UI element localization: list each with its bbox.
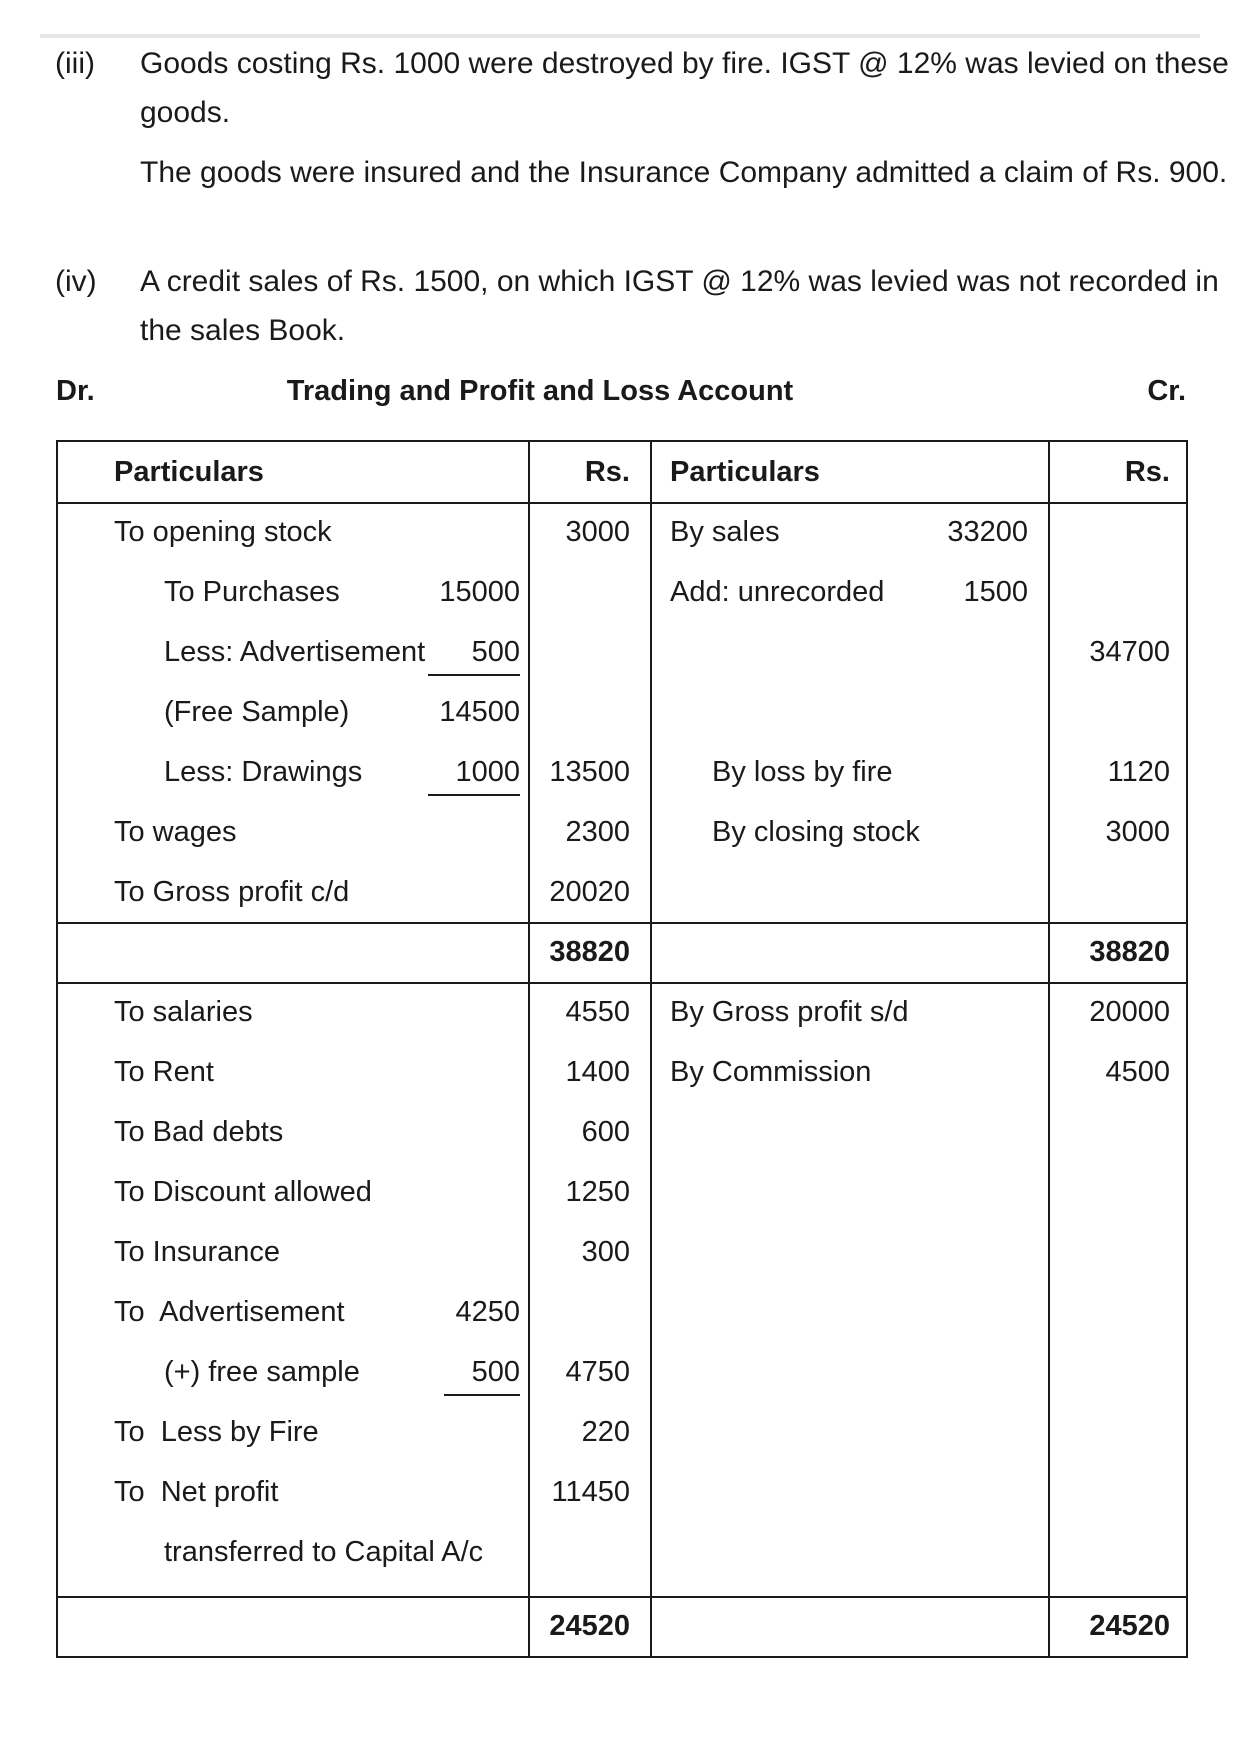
trading-debit-sub: 1000 [428,752,520,796]
trading-debit-label: To wages [114,816,237,848]
pl-debit-sub: 4250 [455,1296,520,1328]
header-particulars-credit: Particulars [670,456,820,488]
trading-debit-amount: 20020 [549,876,630,908]
header-rs-credit: Rs. [1124,456,1170,488]
trading-debit-amount: 3000 [565,516,630,548]
pl-debit-amount: 220 [581,1416,630,1448]
pl-debit-label: To Insurance [114,1236,281,1268]
pl-credit-amount: 4500 [1105,1056,1170,1088]
problem-paragraph: The goods were insured and the Insurance Company admitted a claim of Rs. 900. [140,156,1228,189]
trading-credit-sub: 33200 [947,516,1028,548]
pl-debit-label: To Advertisement [114,1296,345,1328]
column-divider [1048,442,1050,1656]
pl-debit-label: To Discount allowed [114,1176,372,1208]
pl-debit-amount: 1250 [565,1176,630,1208]
problem-iv [55,257,1219,357]
cr-label: Cr. [1147,375,1186,407]
trading-credit-label: By closing stock [712,816,920,848]
trading-debit-label: (Free Sample) [164,696,350,728]
pl-debit-label: transferred to Capital A/c [164,1536,484,1568]
trading-total-credit: 38820 [1089,936,1170,968]
trading-debit-label: To Purchases [164,576,340,608]
problem-paragraph: A credit sales of Rs. 1500, on which IGST @ 12% was levied was not recorded in the sales Book. [140,265,1219,347]
pl-credit-label: By Gross profit s/d [670,996,909,1028]
pl-debit-label: (+) free sample [164,1356,360,1388]
trading-debit-sub: 15000 [439,576,520,608]
trading-credit-label: By sales [670,516,780,548]
pl-debit-label: To salaries [114,996,253,1028]
pl-debit-sub: 500 [444,1352,520,1396]
ledger-table [56,440,1188,1658]
trading-debit-sub: 500 [428,632,520,676]
trading-debit-sub: 14500 [439,696,520,728]
pl-credit-label: By Commission [670,1056,872,1088]
pl-debit-label: To Rent [114,1056,214,1088]
row-divider [58,922,1186,924]
pl-debit-amount: 4550 [565,996,630,1028]
problem-marker: (iv) [55,265,97,298]
trading-total-debit: 38820 [549,936,630,968]
problem-iii [55,39,1229,279]
trading-credit-amount: 34700 [1089,636,1170,668]
trading-credit-amount: 3000 [1105,816,1170,848]
pl-total-debit: 24520 [549,1610,630,1642]
row-divider [58,1596,1186,1598]
trading-debit-label: To Gross profit c/d [114,876,350,908]
pl-debit-label: To Bad debts [114,1116,284,1148]
problem-marker: (iii) [55,47,95,80]
row-divider [58,982,1186,984]
header-rs-debit: Rs. [584,456,630,488]
account-title: Trading and Profit and Loss Account [286,375,794,407]
pl-debit-amount: 1400 [565,1056,630,1088]
trading-debit-label: Less: Advertisement [164,636,426,668]
pl-debit-amount: 4750 [565,1356,630,1388]
pl-debit-amount: 300 [581,1236,630,1268]
trading-debit-amount: 2300 [565,816,630,848]
trading-credit-label: Add: unrecorded [670,576,885,608]
trading-credit-label: By loss by fire [712,756,893,788]
trading-debit-label: To opening stock [114,516,332,548]
trading-credit-sub: 1500 [963,576,1028,608]
pl-debit-amount: 600 [581,1116,630,1148]
problem-paragraph: Goods costing Rs. 1000 were destroyed by fire. IGST @ 12% was levied on these goods. [140,47,1229,129]
pl-debit-label: To Less by Fire [114,1416,319,1448]
pl-credit-amount: 20000 [1089,996,1170,1028]
top-rule [40,34,1200,38]
pl-total-credit: 24520 [1089,1610,1170,1642]
header-divider [58,502,1186,504]
column-divider [650,442,652,1656]
trading-credit-amount: 1120 [1107,756,1170,788]
header-particulars-debit: Particulars [114,456,264,488]
trading-debit-label: Less: Drawings [164,756,363,788]
pl-debit-label: To Net profit [114,1476,279,1508]
dr-label: Dr. [56,375,95,407]
pl-debit-amount: 11450 [551,1476,630,1508]
trading-debit-amount: 13500 [549,756,630,788]
